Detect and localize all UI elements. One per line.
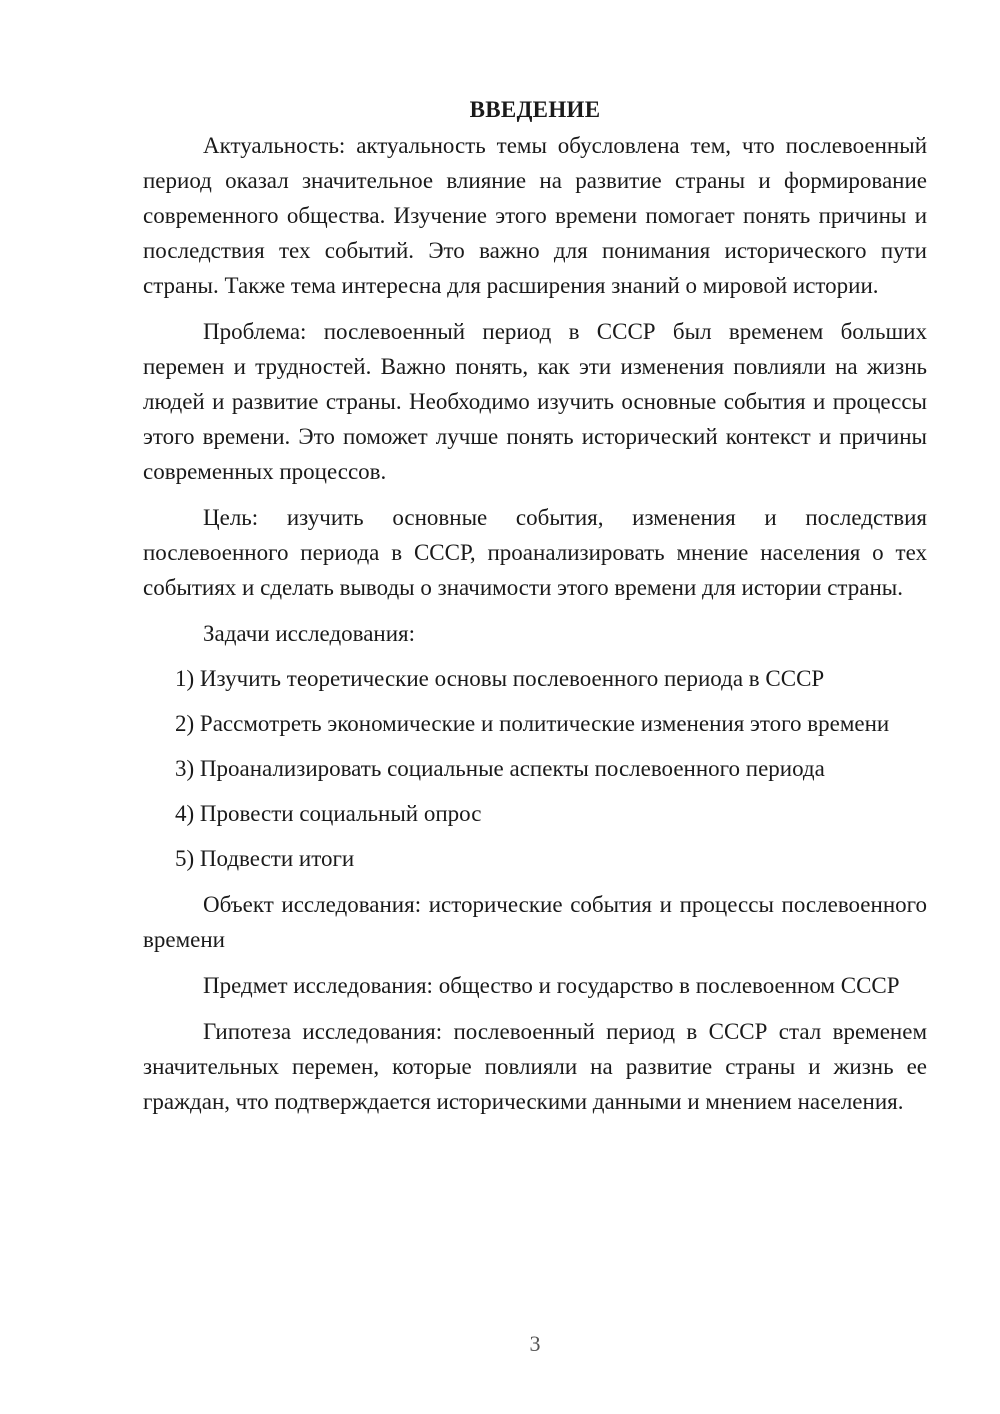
page-number: 3 bbox=[529, 1331, 541, 1356]
section-title: ВВЕДЕНИЕ bbox=[469, 97, 601, 122]
paragraph-relevance: Актуальность: актуальность темы обусловлена тем, что послевоенный период оказал значительное влияние на развитие страны и формирование современного общества. Изучение этого времени помогает понять причины и последствия тех событий. Это важно для понимания исторического пути страны. Также тема интересна для расширения знаний о мировой истории. bbox=[143, 133, 927, 298]
paragraph-subject: Предмет исследования: общество и государство в послевоенном СССР bbox=[203, 973, 900, 998]
paragraph-hypothesis: Гипотеза исследования: послевоенный период в СССР стал временем значительных перемен, которые повлияли на развитие страны и жизнь ее граждан, что подтверждается историческими данными и мнением населения. bbox=[143, 1019, 927, 1114]
paragraph-object: Объект исследования: исторические события и процессы послевоенного времени bbox=[143, 892, 927, 952]
task-item: 2) Рассмотреть экономические и политические изменения этого времени bbox=[175, 711, 890, 736]
paragraph-problem: Проблема: послевоенный период в СССР был временем больших перемен и трудностей. Важно понять, как эти изменения повлияли на жизнь людей и развитие страны. Необходимо изучить основные события и процессы этого времени. Это поможет лучше понять исторический контекст и причины современных процессов. bbox=[143, 319, 927, 484]
document-page bbox=[143, 92, 927, 1119]
paragraph-goal: Цель: изучить основные события, изменения и последствия послевоенного периода в СССР, проанализировать мнение населения о тех событиях и сделать выводы о значимости этого времени для истории страны. bbox=[143, 505, 927, 600]
task-item: 4) Провести социальный опрос bbox=[175, 801, 482, 826]
task-item: 3) Проанализировать социальные аспекты послевоенного периода bbox=[175, 756, 825, 781]
task-item: 5) Подвести итоги bbox=[175, 846, 355, 871]
tasks-heading: Задачи исследования: bbox=[203, 621, 416, 646]
task-item: 1) Изучить теоретические основы послевоенного периода в СССР bbox=[175, 666, 825, 691]
